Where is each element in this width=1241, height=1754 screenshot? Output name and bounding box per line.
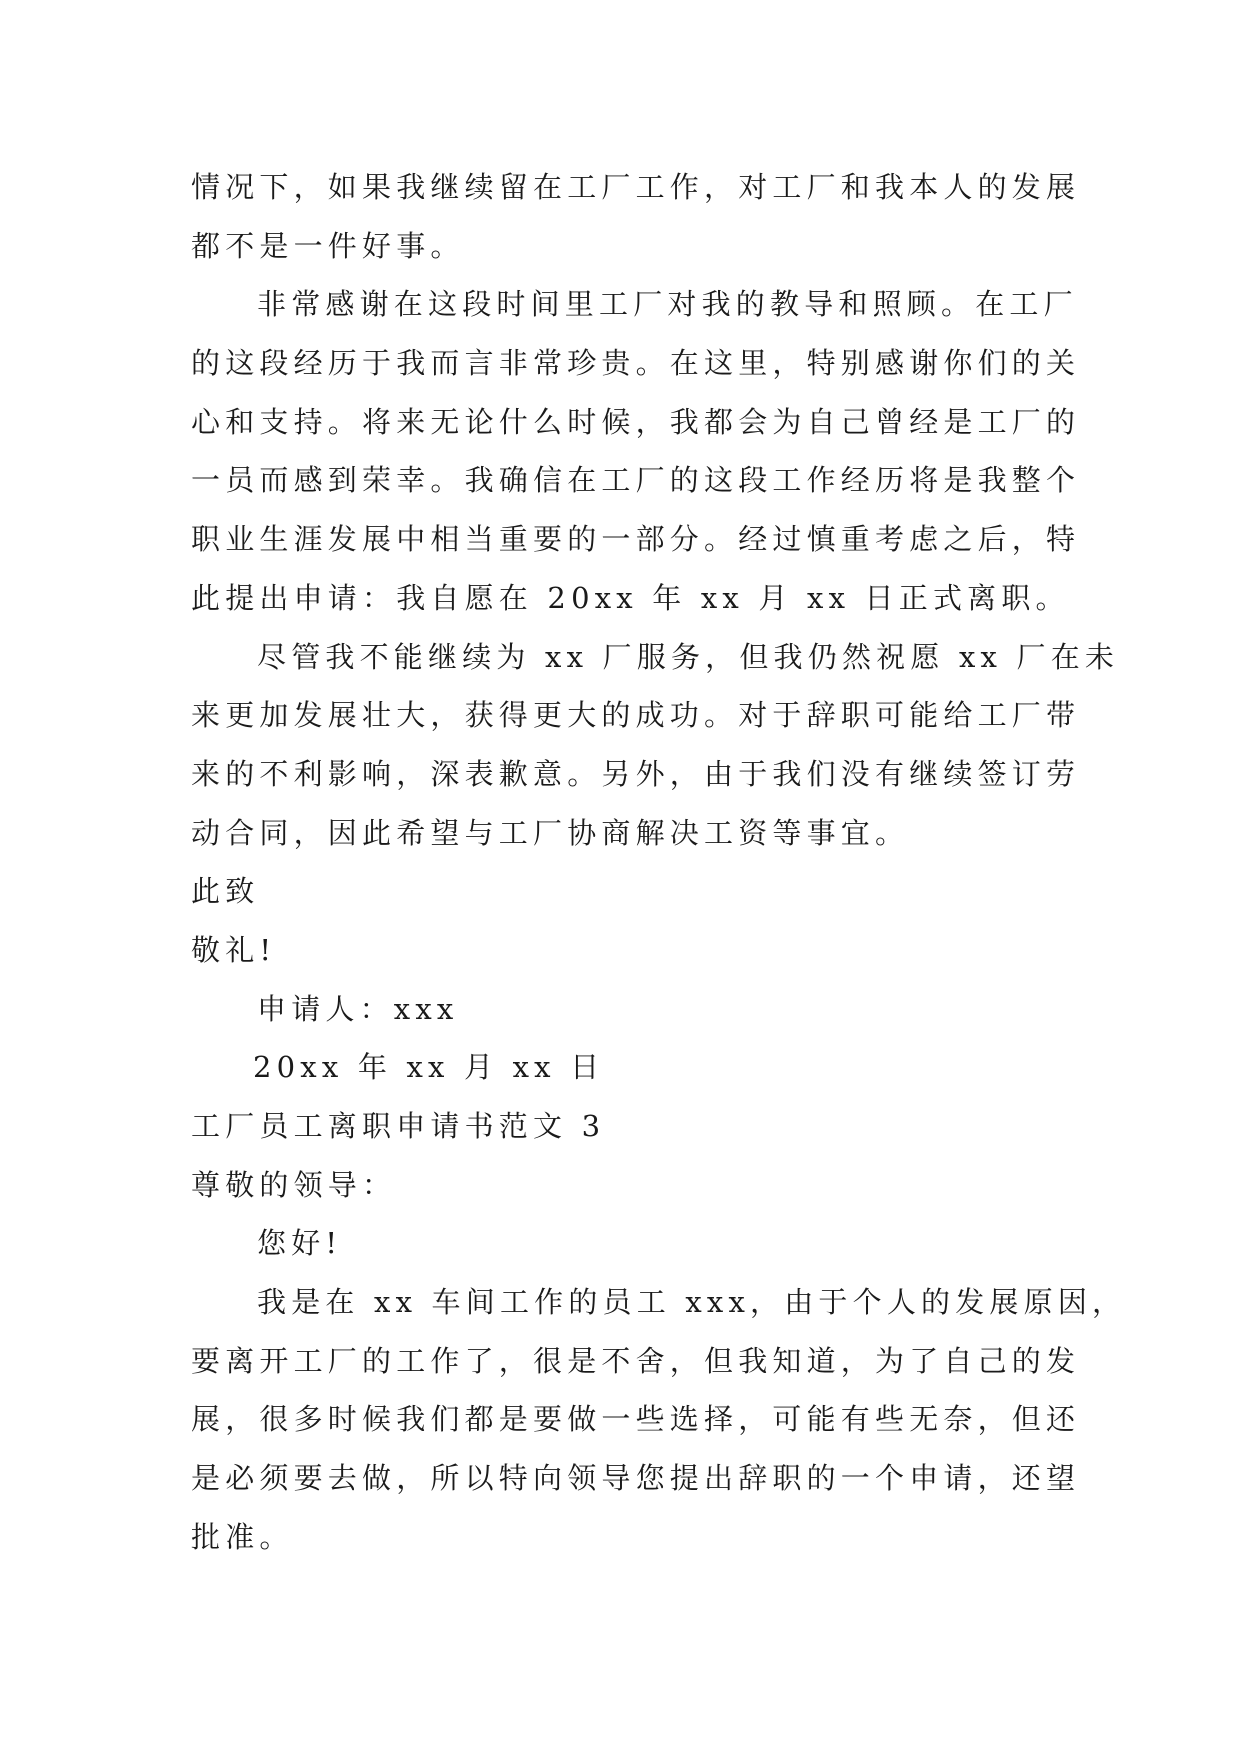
document-body xyxy=(191,158,1127,1567)
paragraph-line: 职业生涯发展中相当重要的一部分。经过慎重考虑之后，特 xyxy=(191,522,1081,557)
closing-salutation: 此致 xyxy=(191,874,260,909)
paragraph-line: 心和支持。将来无论什么时候，我都会为自己曾经是工厂的 xyxy=(191,404,1081,439)
signature-date: 20xx 年 xx 月 xx 日 xyxy=(253,1050,605,1085)
applicant-signature: 申请人：xxx xyxy=(257,991,459,1026)
closing-regards: 敬礼! xyxy=(191,932,277,967)
paragraph-line: 来的不利影响，深表歉意。另外，由于我们没有继续签订劳 xyxy=(191,756,1081,791)
letter-greeting: 您好! xyxy=(257,1226,343,1261)
paragraph-line: 是必须要去做，所以特向领导您提出辞职的一个申请，还望 xyxy=(191,1461,1081,1496)
paragraph-line: 情况下，如果我继续留在工厂工作，对工厂和我本人的发展 xyxy=(191,170,1081,204)
paragraph-line: 来更加发展壮大，获得更大的成功。对于辞职可能给工厂带 xyxy=(191,698,1081,733)
paragraph-line: 展，很多时候我们都是要做一些选择，可能有些无奈，但还 xyxy=(191,1402,1081,1437)
paragraph-line: 动合同，因此希望与工厂协商解决工资等事宜。 xyxy=(191,815,910,850)
letter-salutation: 尊敬的领导： xyxy=(191,1167,397,1202)
paragraph-line: 的这段经历于我而言非常珍贵。在这里，特别感谢你们的关 xyxy=(191,346,1081,381)
paragraph-line: 我是在 xx 车间工作的员工 xxx，由于个人的发展原因， xyxy=(257,1285,1127,1320)
paragraph-line: 批准。 xyxy=(191,1519,294,1554)
paragraph-line: 此提出申请：我自愿在 20xx 年 xx 月 xx 日正式离职。 xyxy=(191,580,1070,615)
paragraph-line: 都不是一件好事。 xyxy=(191,228,465,263)
section-title: 工厂员工离职申请书范文 3 xyxy=(191,1109,606,1143)
paragraph-line: 要离开工厂的工作了，很是不舍，但我知道，为了自己的发 xyxy=(191,1343,1081,1378)
paragraph-line: 一员而感到荣幸。我确信在工厂的这段工作经历将是我整个 xyxy=(191,463,1081,498)
paragraph-line: 非常感谢在这段时间里工厂对我的教导和照顾。在工厂 xyxy=(257,287,1078,322)
paragraph-line: 尽管我不能继续为 xx 厂服务，但我仍然祝愿 xx 厂在未 xyxy=(257,639,1120,674)
